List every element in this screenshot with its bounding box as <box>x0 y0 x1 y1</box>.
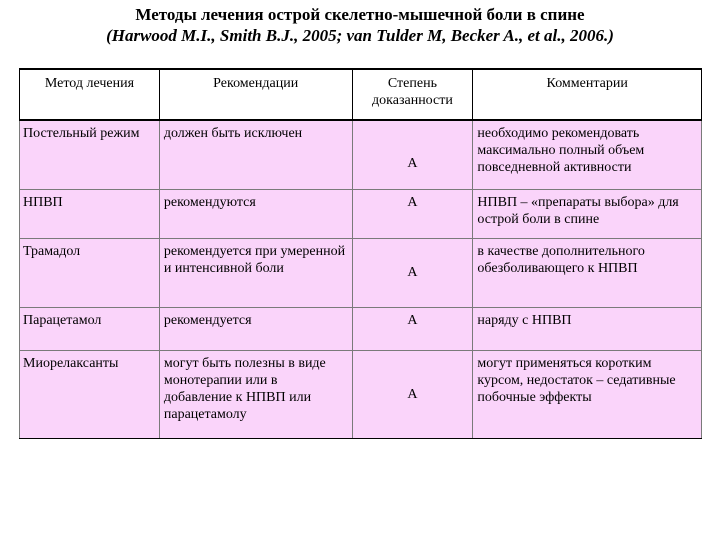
cell-method: Парацетамол <box>20 307 160 350</box>
header-method: Метод лечения <box>20 69 160 120</box>
title-line-1: Методы лечения острой скелетно-мышечной боли в спине <box>135 5 585 24</box>
cell-method: НПВП <box>20 189 160 238</box>
title-line-2-citation: (Harwood M.I., Smith B.J., 2005; van Tulder M, Becker A., et al., 2006.) <box>106 26 614 45</box>
cell-method: Трамадол <box>20 238 160 307</box>
header-evidence-level: Степень доказанности <box>352 69 473 120</box>
cell-evidence: A <box>352 120 473 189</box>
cell-recommendation: рекомендуются <box>159 189 352 238</box>
table-header-row <box>20 69 702 120</box>
table-row <box>20 307 702 350</box>
treatment-methods-table <box>19 68 702 439</box>
cell-recommendation: могут быть полезны в виде монотерапии или в добавление к НПВП или парацетамолу <box>159 350 352 438</box>
cell-method: Постельный режим <box>20 120 160 189</box>
cell-method: Миорелаксанты <box>20 350 160 438</box>
cell-evidence: A <box>352 307 473 350</box>
header-comments: Комментарии <box>473 69 702 120</box>
header-recommendations: Рекомендации <box>159 69 352 120</box>
page-title <box>0 4 720 46</box>
table-row <box>20 350 702 438</box>
cell-comment: могут применяться коротким курсом, недостаток – седативные побочные эффекты <box>473 350 702 438</box>
cell-comment: в качестве дополнительного обезболивающего к НПВП <box>473 238 702 307</box>
table-row <box>20 238 702 307</box>
cell-evidence: A <box>352 189 473 238</box>
cell-evidence: A <box>352 238 473 307</box>
cell-recommendation: рекомендуется при умеренной и интенсивной боли <box>159 238 352 307</box>
cell-comment: наряду с НПВП <box>473 307 702 350</box>
cell-recommendation: должен быть исключен <box>159 120 352 189</box>
cell-recommendation: рекомендуется <box>159 307 352 350</box>
cell-comment: необходимо рекомендовать максимально полный объем повседневной активности <box>473 120 702 189</box>
cell-evidence: A <box>352 350 473 438</box>
cell-comment: НПВП – «препараты выбора» для острой боли в спине <box>473 189 702 238</box>
table-row <box>20 120 702 189</box>
table-row <box>20 189 702 238</box>
